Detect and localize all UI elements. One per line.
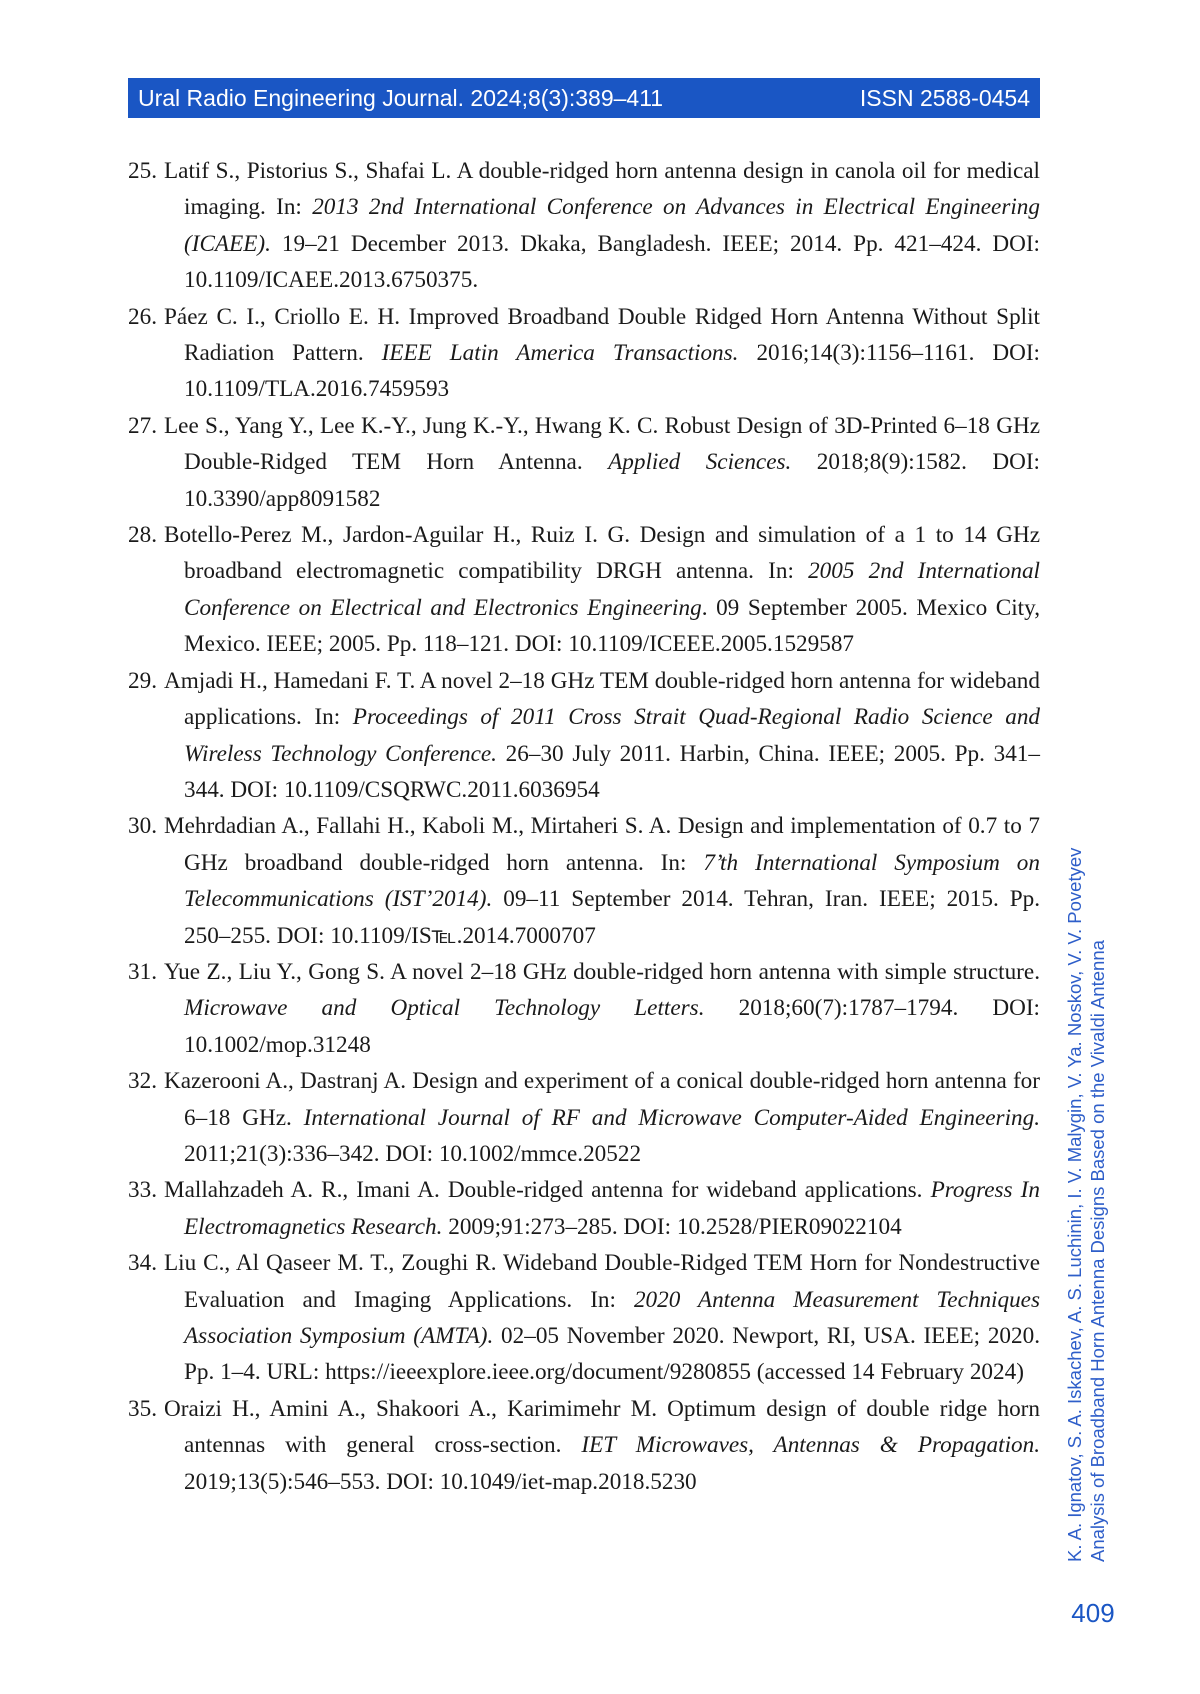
reference-item: 33. Mallahzadeh A. R., Imani A. Double-ridged antenna for wideband applications. Progress In Electromagnetics Research. 2009;91:273–285. DOI: 10.2528/PIER09022104 <box>128 1172 1040 1245</box>
reference-item: 28. Botello-Perez M., Jardon-Aguilar H., Ruiz I. G. Design and simulation of a 1 to 14 GHz broadband electromagnetic compatibility DRGH antenna. In: 2005 2nd International Conference on Electrical and Electronics Engineering. 09 September 2005. Mexico City, Mexico. IEEE; 2005. Pp. 118–121. DOI: 10.1109/ICEEE.2005.1529587 <box>128 517 1040 663</box>
reference-item: 30. Mehrdadian A., Fallahi H., Kaboli M., Mirtaheri S. A. Design and implementation of 0.7 to 7 GHz broadband double-ridged horn antenna. In: 7’th International Symposium on Telecommunications (IST’2014). 09–11 September 2014. Tehran, Iran. IEEE; 2015. Pp. 250–255. DOI: 10.1109/IS℡.2014.7000707 <box>128 808 1040 954</box>
reference-item: 34. Liu C., Al Qaseer M. T., Zoughi R. Wideband Double-Ridged TEM Horn for Nondestructive Evaluation and Imaging Applications. In: 2020 Antenna Measurement Techniques Association Symposium (AMTA). 02–05 November 2020. Newport, RI, USA. IEEE; 2020. Pp. 1–4. URL: https://ieeexplore.ieee.org/document/9280855 (accessed 14 February 2024) <box>128 1245 1040 1391</box>
reference-item: 29. Amjadi H., Hamedani F. T. A novel 2–18 GHz TEM double-ridged horn antenna for wideband applications. In: Proceedings of 2011 Cross Strait Quad-Regional Radio Science and Wireless Technology Conference. 26–30 July 2011. Harbin, China. IEEE; 2005. Pp. 341–344. DOI: 10.1109/CSQRWC.2011.6036954 <box>128 663 1040 809</box>
reference-item: 25. Latif S., Pistorius S., Shafai L. A double-ridged horn antenna design in canola oil for medical imaging. In: 2013 2nd International Conference on Advances in Electrical Engineering (ICAEE). 19–21 December 2013. Dkaka, Bangladesh. IEEE; 2014. Pp. 421–424. DOI: 10.1109/ICAEE.2013.6750375. <box>128 153 1040 299</box>
journal-citation: Ural Radio Engineering Journal. 2024;8(3):389–411 <box>138 85 663 112</box>
running-title-vertical <box>1063 742 1109 1562</box>
running-article-title: Analysis of Broadband Horn Antenna Designs Based on the Vivaldi Antenna <box>1086 742 1109 1562</box>
reference-item: 31. Yue Z., Liu Y., Gong S. A novel 2–18 GHz double-ridged horn antenna with simple structure. Microwave and Optical Technology Letters. 2018;60(7):1787–1794. DOI: 10.1002/mop.31248 <box>128 954 1040 1063</box>
reference-item: 35. Oraizi H., Amini A., Shakoori A., Karimimehr M. Optimum design of double ridge horn antennas with general cross-section. IET Microwaves, Antennas & Propagation. 2019;13(5):546–553. DOI: 10.1049/iet-map.2018.5230 <box>128 1391 1040 1500</box>
running-authors: K. A. Ignatov, S. A. Iskachev, A. S. Luchinin, I. V. Malygin, V. Ya. Noskov, V. V. Povetyev <box>1063 742 1086 1562</box>
reference-item: 26. Páez C. I., Criollo E. H. Improved Broadband Double Ridged Horn Antenna Without Split Radiation Pattern. IEEE Latin America Transactions. 2016;14(3):1156–1161. DOI: 10.1109/TLA.2016.7459593 <box>128 299 1040 408</box>
reference-list <box>128 153 1040 1500</box>
journal-header <box>128 78 1040 118</box>
page-number: 409 <box>1063 1598 1123 1629</box>
issn: ISSN 2588-0454 <box>860 85 1030 112</box>
reference-item: 27. Lee S., Yang Y., Lee K.-Y., Jung K.-Y., Hwang K. C. Robust Design of 3D-Printed 6–18 GHz Double-Ridged TEM Horn Antenna. Applied Sciences. 2018;8(9):1582. DOI: 10.3390/app8091582 <box>128 408 1040 517</box>
reference-item: 32. Kazerooni A., Dastranj A. Design and experiment of a conical double-ridged horn antenna for 6–18 GHz. International Journal of RF and Microwave Computer-Aided Engineering. 2011;21(3):336–342. DOI: 10.1002/mmce.20522 <box>128 1063 1040 1172</box>
